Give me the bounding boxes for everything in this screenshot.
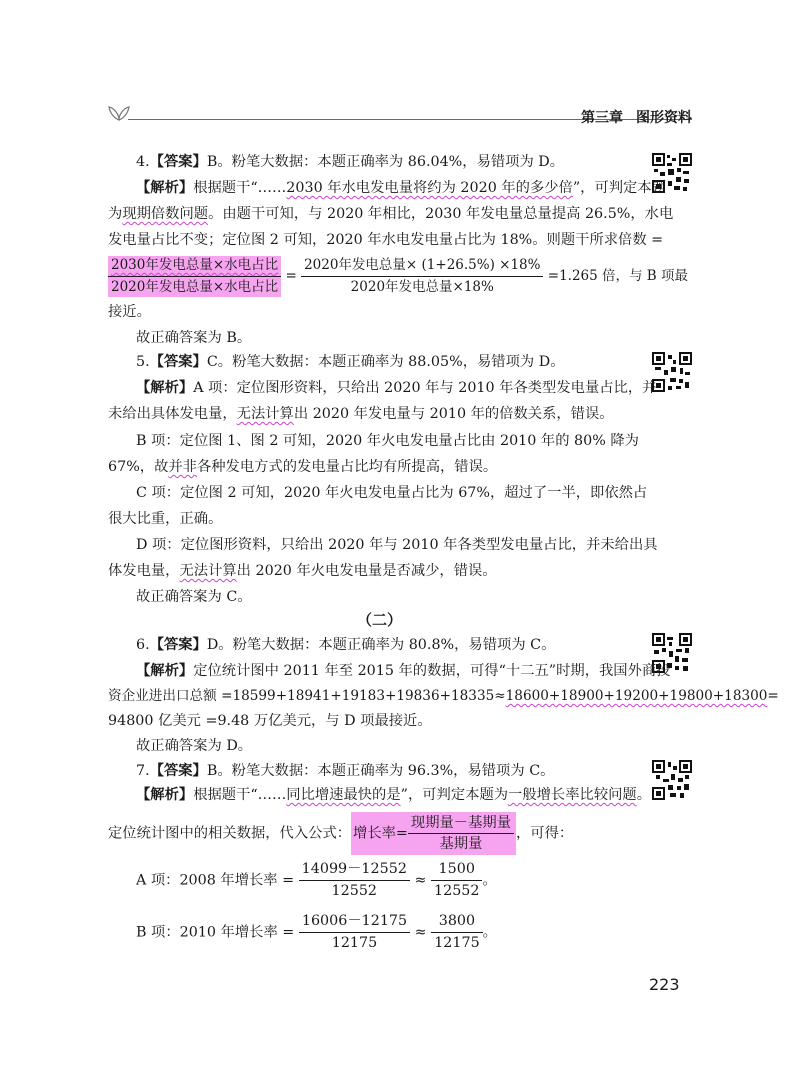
qr-code-icon [652,352,692,392]
text: ，可得： [516,825,574,842]
q6-analysis-line3: 94800 亿美元 =9.48 万亿美元，与 D 项最接近。 [108,713,432,729]
q4-final-answer: 故正确答案为 B。 [136,330,252,346]
answer-tag: 【答案】 [149,763,207,779]
answer-tag: 【答案】 [149,637,207,653]
text: = [767,688,779,704]
q6-answer-text: D。粉笔大数据：本题正确率为 80.8%，易错项为 C。 [206,637,556,653]
answer-tag: 【答案】 [149,154,207,170]
qr-code-icon [652,760,692,800]
underlined-phrase: 无法计算 [179,563,237,579]
q7-analysis-line1 [136,785,651,805]
q7-number: 7. [136,763,150,779]
approx-sign: ≈ [414,924,427,941]
q7-problem-type: 一般增长率比较问题 [508,787,637,803]
chapter-title: 图形资料 [636,110,692,126]
text: 定位统计图中 2011 年至 2015 年的数据，可得“十二五”时期，我国外商投 [193,663,671,679]
fraction-numerator: 2020年发电总量× (1+26.5%) ×18% [301,256,543,277]
fraction-numerator: 14099－12552 [299,860,410,881]
text: 体发电量， [108,563,180,579]
q7-option-b-calc [136,912,497,953]
growth-rate-formula [351,812,516,855]
q4-analysis-line5: 接近。 [108,304,151,320]
text: A 项：定位图形资料，只给出 2020 年与 2010 年各类型发电量占比，并 [193,380,657,396]
answer-tag: 【答案】 [149,354,207,370]
section-title: （二） [357,611,403,629]
formula-fraction [408,814,514,853]
fraction-denominator: 12175 [331,935,378,951]
text: 出 2020 年火电发电量是否减少，错误。 [236,563,497,579]
q7-option-a-calc [136,860,497,901]
text: 根据题干“…… [193,180,287,196]
equals-sign: = [285,268,297,284]
underlined-sum: 18600+18900+19200+19800+18300 [505,688,768,704]
q4-answer-line [136,152,564,172]
q4-problem-type: 现期倍数问题 [122,206,209,222]
text: 。由题干可知，与 2020 年相比，2030 年发电量总量提高 26.5%，水电 [208,206,674,222]
text: 为 [108,206,123,222]
underlined-phrase: 无法计算 [236,406,294,422]
leaf-icon [108,104,130,122]
q5-option-a-line2 [108,404,614,424]
fraction-denominator: 12552 [331,883,378,899]
q5-option-d-line1: D 项：定位图形资料，只给出 2020 年与 2010 年各类型发电量占比，并未给出具 [136,537,658,553]
text: ”，可判定本题 [572,180,666,196]
text: 出 2020 年发电量与 2010 年的倍数关系，错误。 [293,406,614,422]
q4-analysis-line3: 发电量占比不变；定位图 2 可知，2020 年水电发电量占比为 18%。则题干所求倍数 = [108,232,664,248]
text: ”，可判定本题为 [400,787,509,803]
q6-answer-line [136,635,555,655]
text: 。 [636,787,652,803]
text: A 项：2008 年增长率 = [136,872,295,889]
fraction-denominator: 12552 [434,883,480,899]
q7-formula-row [108,812,573,855]
q7-answer-line [136,761,554,781]
q5-option-c-line2: 很大比重，正确。 [108,511,223,527]
q4-fraction-expanded [301,256,543,297]
fraction-denominator: 基期量 [439,836,483,852]
analysis-tag: 【解析】 [136,180,194,196]
text: 定位统计图中的相关数据，代入公式： [108,825,352,842]
page-number: 223 [649,975,680,994]
text: B 项：2010 年增长率 = [136,924,295,941]
q5-option-c-line1: C 项：定位图 2 可知，2020 年火电发电量占比为 67%，超过了一半，即依然占 [136,485,648,501]
fraction [299,860,410,901]
text: 。 [482,924,497,941]
q4-answer-text: B。粉笔大数据：本题正确率为 86.04%，易错项为 D。 [206,154,565,170]
fraction-numerator: 3800 [431,912,482,933]
q6-analysis-line1 [136,661,670,681]
text: 根据题干“…… [193,787,287,803]
chapter-label: 第三章 [581,110,623,126]
q5-final-answer: 故正确答案为 C。 [136,589,252,605]
q4-analysis-line1 [136,178,666,198]
fraction-denominator: 2020年发电总量×18% [350,279,494,295]
fraction-numerator: 16006－12175 [299,912,410,933]
text: 各种发电方式的发电量占比均有所提高，错误。 [196,459,498,475]
fraction [431,912,482,953]
q5-option-b-line2 [108,457,497,477]
fraction [431,860,482,901]
q5-number: 5. [136,354,150,370]
q6-number: 6. [136,637,150,653]
q5-option-d-line2 [108,561,497,581]
q4-analysis-line2 [108,204,673,224]
fraction-denominator: 2020年发电总量×水电占比 [111,279,279,295]
q5-option-b-line1: B 项：定位图 1、图 2 可知，2020 年火电发电量占比由 2010 年的 80% 降为 [136,433,639,449]
q5-answer-line [136,352,565,372]
q6-analysis-line2 [108,686,779,706]
q5-answer-text: C。粉笔大数据：本题正确率为 88.05%，易错项为 D。 [206,354,565,370]
text: 未给出具体发电量， [108,406,237,422]
text: =1.265 倍，与 B 项最 [547,268,689,284]
q4-formula-row [108,256,688,297]
text: 67%，故 [108,459,169,475]
q4-fraction-highlighted [108,256,281,297]
text: 。 [482,872,497,889]
q4-number: 4. [136,154,150,170]
analysis-tag: 【解析】 [136,663,194,679]
underlined-phrase: 同比增速最快的是 [286,787,401,803]
fraction-numerator: 现期量－基期量 [408,814,514,834]
q4-underlined-phrase: 2030 年水电发电量将约为 2020 年的多少倍 [286,180,573,196]
fraction [299,912,410,953]
analysis-tag: 【解析】 [136,787,194,803]
q6-final-answer: 故正确答案为 D。 [136,738,253,754]
formula-label: 增长率= [353,825,408,842]
fraction-denominator: 12175 [434,935,480,951]
q7-answer-text: B。粉笔大数据：本题正确率为 96.3%，易错项为 C。 [206,763,555,779]
fraction-numerator: 1500 [431,860,482,881]
fraction-numerator: 2030年发电总量×水电占比 [108,256,281,277]
analysis-tag: 【解析】 [136,380,194,396]
q5-option-a-line1 [136,378,656,398]
approx-sign: ≈ [414,872,427,889]
underlined-phrase: 并非 [168,459,197,475]
text: 资企业进出口总额 =18599+18941+19183+19836+18335≈ [108,688,506,704]
